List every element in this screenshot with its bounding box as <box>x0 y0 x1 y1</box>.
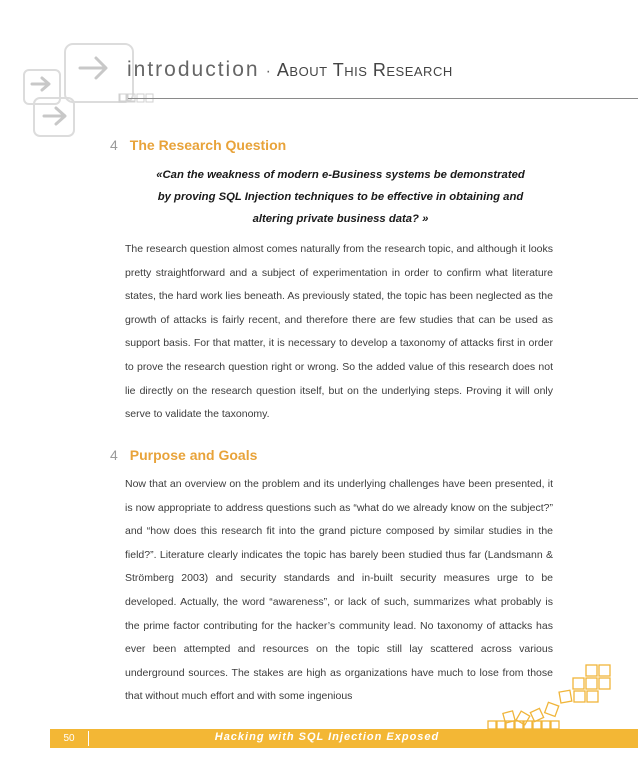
chapter-name: introduction <box>127 58 260 81</box>
research-question-quote <box>128 164 553 230</box>
header-rule <box>128 98 638 99</box>
section-name: About This Research <box>276 60 453 80</box>
page-number: 50 <box>50 731 89 746</box>
section-number: 4 <box>110 137 118 153</box>
section-heading <box>110 137 286 153</box>
section-heading <box>110 447 257 463</box>
body-paragraph: Now that an overview on the problem and its underlying challenges have been presented, it is now appropriate to address questions such as “what do we already know on the subject?” and “how does this research fit into the grand picture composed by similar studies in the field?”. Literature clearly indicates the topic has barely been studied thus far (Landsmann & Strömberg 2003) and security standards and in-built security measures urge to be developed. Actually, the word “awareness”, or lack of such, summarizes what probably is the prime factor contributing for the hacker’s community lead. No taxonomy of attacks has ever been attempted and resources on the topic still lay scattered across various underground sources. The stakes are high as organizations have much to lose from those that without much effort and with some ingenious <box>125 478 553 703</box>
footer-book-title: Hacking with SQL Injection Exposed <box>214 731 440 743</box>
header-separator: · <box>265 63 271 80</box>
section-title: Purpose and Goals <box>129 447 258 463</box>
yellow-squares-decoration <box>486 660 638 730</box>
section-number: 4 <box>110 447 118 463</box>
quote-line: «Can the weakness of modern e-Business systems be demonstrated <box>156 169 525 181</box>
quote-line: altering private business data? » <box>252 213 429 225</box>
page-header <box>127 58 453 82</box>
quote-line: by proving SQL Injection techniques to be effective in obtaining and <box>157 191 524 203</box>
section-title: The Research Question <box>129 137 287 153</box>
arrow-boxes-decoration <box>20 40 140 140</box>
body-paragraph: The research question almost comes naturally from the research topic, and although it looks pretty straightforward and a subject of experimentation in order to confirm what literature states, the hard work lies beneath. As previously stated, the topic has been neglected as the growth of attacks is fairly recent, and therefore there are few studies that can be used as support basis. For that matter, it is necessary to develop a taxonomy of attacks first in order to prove the research question right or wrong. So the added value of this research does not lie directly on the research question itself, but on the underlying steps. Proving it will only serve to validate the taxonomy. <box>125 243 553 421</box>
